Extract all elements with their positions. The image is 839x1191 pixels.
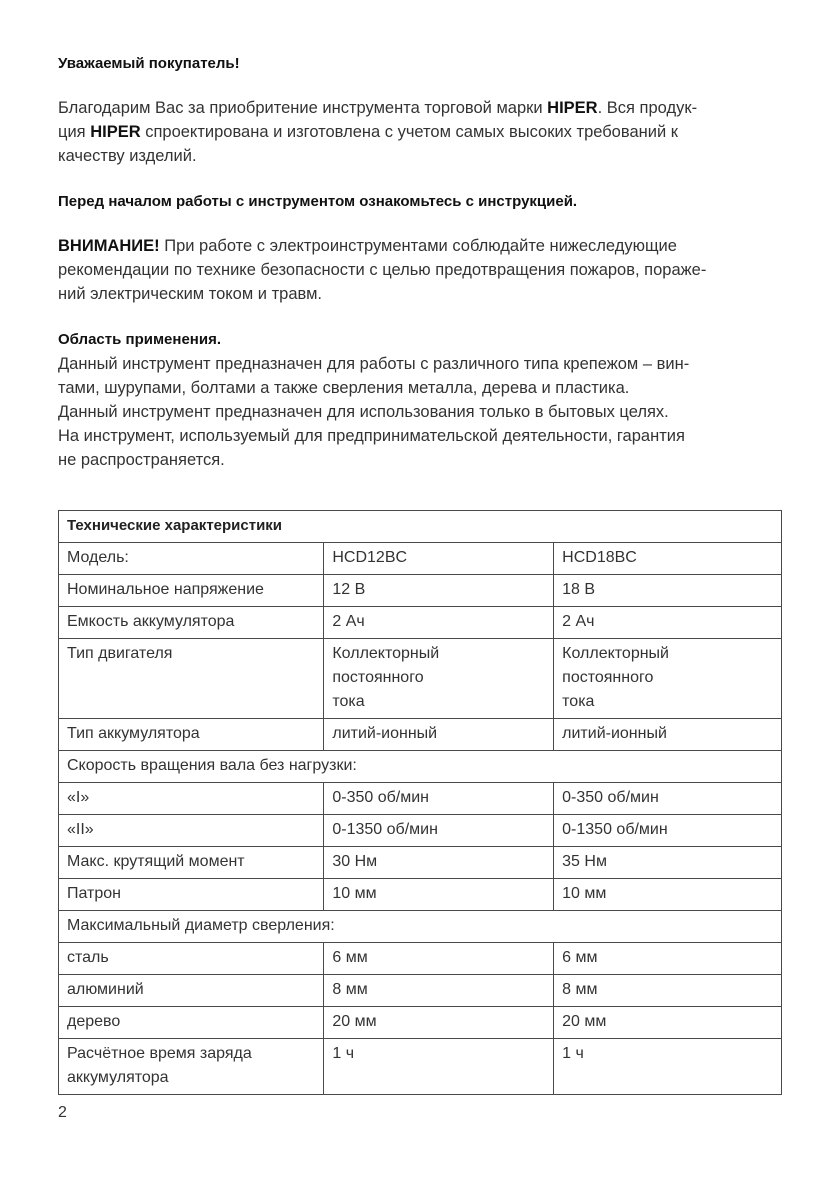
table-cell: Тип аккумулятора (59, 719, 324, 751)
brand-name: HIPER (90, 123, 141, 141)
page-number: 2 (58, 1104, 67, 1121)
scope-line: Данный инструмент предназначен для использования только в бытовых целях. (58, 403, 669, 421)
table-row (59, 815, 782, 847)
intro-text: спроектирована и изготовлена с учетом самых высоких требований к (140, 123, 678, 141)
table-cell: 10 мм (324, 879, 554, 911)
table-cell: дерево (59, 1007, 324, 1039)
scope-line: не распространяется. (58, 451, 225, 469)
table-cell: Емкость аккумулятора (59, 607, 324, 639)
table-cell: 10 мм (554, 879, 782, 911)
table-section-row (59, 911, 782, 943)
table-cell: «II» (59, 815, 324, 847)
warning-label: ВНИМАНИЕ! (58, 237, 160, 255)
table-row (59, 543, 782, 575)
table-cell: 0-1350 об/мин (554, 815, 782, 847)
table-row (59, 639, 782, 719)
scope-line: Данный инструмент предназначен для работы с различного типа крепежом – вин- (58, 355, 690, 373)
table-row (59, 783, 782, 815)
warning-paragraph (58, 234, 782, 306)
table-cell: 20 мм (324, 1007, 554, 1039)
table-cell: 12 В (324, 575, 554, 607)
table-cell: 0-350 об/мин (554, 783, 782, 815)
intro-text: качеству изделий. (58, 147, 197, 165)
table-cell: «I» (59, 783, 324, 815)
table-cell: алюминий (59, 975, 324, 1007)
table-section-heading: Максимальный диаметр сверления: (59, 911, 782, 943)
table-cell: 18 В (554, 575, 782, 607)
table-cell: литий-ионный (554, 719, 782, 751)
table-cell: 2 Ач (324, 607, 554, 639)
table-row (59, 1039, 782, 1095)
table-cell: Патрон (59, 879, 324, 911)
table-row (59, 607, 782, 639)
scope-line: На инструмент, используемый для предпринимательской деятельности, гарантия (58, 427, 685, 445)
table-cell: Номинальное напряжение (59, 575, 324, 607)
table-section-row (59, 751, 782, 783)
table-cell: литий-ионный (324, 719, 554, 751)
table-row (59, 719, 782, 751)
intro-text: . Вся продук- (597, 99, 698, 117)
table-cell: Тип двигателя (59, 639, 324, 719)
page-content (58, 52, 782, 472)
intro-text: Благодарим Вас за приобритение инструмента торговой марки (58, 99, 548, 117)
table-cell: Расчётное время заряда аккумулятора (59, 1039, 324, 1095)
table-cell: 35 Нм (554, 847, 782, 879)
scope-heading: Область применения. (58, 331, 221, 348)
table-cell: Модель: (59, 543, 324, 575)
specifications-table (58, 510, 782, 1095)
table-cell: HCD18BC (554, 543, 782, 575)
greeting-heading: Уважаемый покупатель! (58, 55, 240, 72)
table-cell: 0-1350 об/мин (324, 815, 554, 847)
table-row (59, 879, 782, 911)
scope-paragraph (58, 352, 782, 472)
table-row (59, 975, 782, 1007)
table-cell: Макс. крутящий момент (59, 847, 324, 879)
table-cell: сталь (59, 943, 324, 975)
warning-text: ний электрическим током и травм. (58, 285, 323, 303)
table-cell: 20 мм (554, 1007, 782, 1039)
table-row (59, 943, 782, 975)
warning-text: рекомендации по технике безопасности с целью предотвращения пожаров, пораже- (58, 261, 707, 279)
table-cell: HCD12BC (324, 543, 554, 575)
table-cell: 8 мм (324, 975, 554, 1007)
table-row (59, 1007, 782, 1039)
table-cell: Коллекторный постоянного тока (324, 639, 554, 719)
table-cell: 1 ч (554, 1039, 782, 1095)
read-instructions-notice: Перед началом работы с инструментом ознакомьтесь с инструкцией. (58, 193, 578, 210)
table-cell: 1 ч (324, 1039, 554, 1095)
brand-name: HIPER (547, 99, 598, 117)
table-cell: 0-350 об/мин (324, 783, 554, 815)
table-cell: 6 мм (554, 943, 782, 975)
table-cell: 30 Нм (324, 847, 554, 879)
scope-line: тами, шурупами, болтами а также сверления металла, дерева и пластика. (58, 379, 630, 397)
table-row (59, 847, 782, 879)
table-cell: 8 мм (554, 975, 782, 1007)
table-cell: 6 мм (324, 943, 554, 975)
table-title-row (59, 511, 782, 543)
table-cell: Коллекторный постоянного тока (554, 639, 782, 719)
intro-paragraph (58, 96, 782, 168)
warning-text: При работе с электроинструментами соблюдайте нижеследующие (159, 237, 677, 255)
table-cell: 2 Ач (554, 607, 782, 639)
intro-text: ция (58, 123, 91, 141)
table-row (59, 575, 782, 607)
table-title: Технические характеристики (59, 511, 782, 543)
table-section-heading: Скорость вращения вала без нагрузки: (59, 751, 782, 783)
